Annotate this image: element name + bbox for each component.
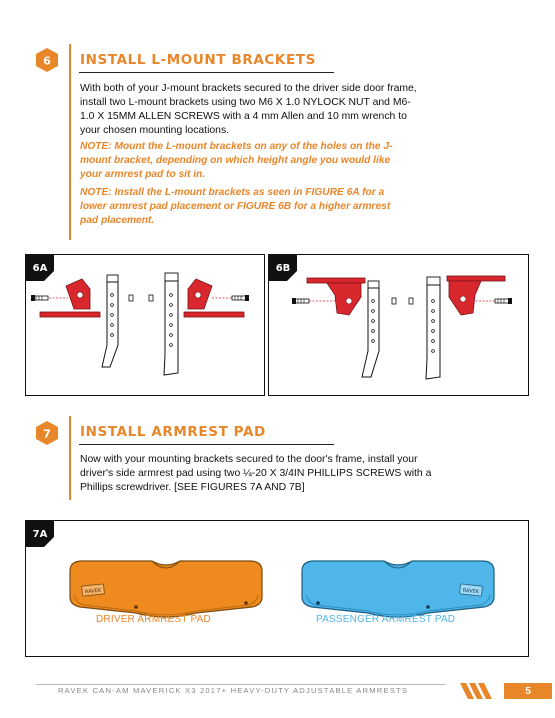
j-mount-bracket-left bbox=[102, 275, 118, 367]
figure-6b bbox=[268, 254, 529, 396]
driver-pad-brand: RAVEK bbox=[84, 587, 102, 596]
driver-armrest-pad-label: DRIVER ARMREST PAD bbox=[96, 614, 211, 625]
step-6-body: With both of your J-mount brackets secured to the driver side door frame, install two L-mount brackets using two M6 X 1.0 NYLOCK NUT and M6-1.0 X 15MM ALLEN SCREWS with a 4 mm Allen and 10 mm wrench to your chosen mounting locations. bbox=[80, 83, 417, 136]
l-mount-bracket-left bbox=[307, 278, 365, 315]
page-footer bbox=[36, 683, 534, 700]
step-7-number: 7 bbox=[43, 427, 51, 441]
screw-icon bbox=[232, 295, 249, 301]
figure-7a-label: 7A bbox=[32, 528, 48, 540]
step-7-title: INSTALL ARMREST PAD bbox=[80, 424, 266, 440]
chevron-stripes-icon bbox=[460, 683, 500, 699]
footer-rule bbox=[36, 684, 446, 685]
passenger-pad-brand: RAVEK bbox=[462, 587, 480, 596]
step-6-title-underline bbox=[79, 72, 334, 73]
step-7-body: Now with your mounting brackets secured to the door's frame, install your driver's side armrest pad using two ¼-20 X 3/4IN PHILLIPS SCREWS with a Phillips screwdriver. [SEE FIGURES 7A AND 7B] bbox=[80, 454, 432, 493]
footer-text: RAVEK CAN-AM MAVERICK X3 2017+ HEAVY-DUTY ADJUSTABLE ARMRESTS bbox=[58, 686, 409, 695]
step-6-number: 6 bbox=[43, 54, 51, 68]
page-number: 5 bbox=[504, 683, 552, 699]
figure-6b-label: 6B bbox=[275, 262, 291, 274]
l-mount-bracket-right bbox=[447, 276, 505, 315]
figure-6a-illustration bbox=[26, 255, 263, 394]
step-6-badge bbox=[35, 47, 59, 73]
passenger-armrest-pad-label: PASSENGER ARMREST PAD bbox=[316, 614, 456, 625]
step-6-title: INSTALL L-MOUNT BRACKETS bbox=[80, 52, 316, 68]
j-mount-bracket-right bbox=[164, 273, 178, 375]
screw-icon bbox=[31, 295, 48, 301]
figure-6a-label: 6A bbox=[32, 262, 48, 274]
figure-6b-illustration bbox=[269, 255, 527, 394]
step-7-title-underline bbox=[79, 444, 334, 445]
step-6-rule bbox=[69, 44, 71, 240]
figure-6a bbox=[25, 254, 265, 396]
step-6-note-1: NOTE: Mount the L-mount brackets on any of the holes on the J-mount bracket, depending on which height angle you would like your armrest pad to sit in. bbox=[80, 141, 393, 180]
step-7-rule bbox=[69, 416, 71, 500]
j-mount-bracket-left bbox=[362, 281, 379, 377]
screw-icon bbox=[292, 298, 309, 304]
figure-7a bbox=[25, 520, 529, 657]
j-mount-bracket-right bbox=[426, 277, 440, 379]
screw-icon bbox=[495, 298, 512, 304]
step-7-badge bbox=[35, 420, 59, 446]
step-6-note-2: NOTE: Install the L-mount brackets as seen in FIGURE 6A for a lower armrest pad placement or FIGURE 6B for a higher armrest pad placement. bbox=[80, 187, 391, 226]
